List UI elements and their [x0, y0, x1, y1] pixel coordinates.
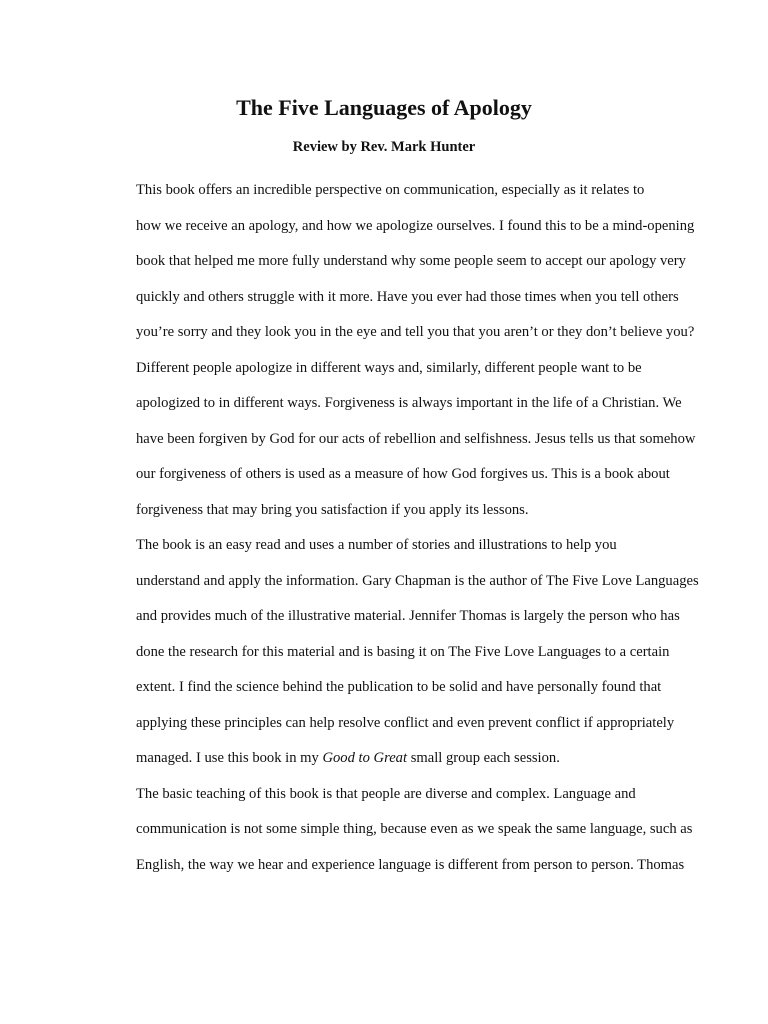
review-byline: Review by Rev. Mark Hunter	[292, 139, 476, 155]
text-line: Different people apologize in different ways and, similarly, different people want to be	[136, 359, 642, 376]
text-line: applying these principles can help resolve conflict and even prevent conflict if appropriately	[136, 714, 675, 731]
paragraph-2	[91, 528, 699, 777]
paragraph-1	[91, 173, 696, 528]
text-line: have been forgiven by God for our acts of rebellion and selfishness. Jesus tells us that somehow	[136, 430, 696, 447]
text-line: quickly and others struggle with it more. Have you ever had those times when you tell others	[136, 288, 679, 305]
text-line: The basic teaching of this book is that people are diverse and complex. Language and	[136, 785, 636, 802]
text-line: how we receive an apology, and how we apologize ourselves. I found this to be a mind-opening	[136, 217, 695, 234]
text-line: you’re sorry and they look you in the eye and tell you that you aren’t or they don’t believe you?	[136, 324, 695, 340]
text-line: This book offers an incredible perspective on communication, especially as it relates to	[136, 182, 645, 198]
text-line: forgiveness that may bring you satisfaction if you apply its lessons.	[136, 501, 529, 518]
text-run: managed. I use this book in my	[136, 750, 323, 766]
text-line: extent. I find the science behind the publication to be solid and have personally found that	[136, 679, 662, 695]
text-line: English, the way we hear and experience language is different from person to person. Thomas	[136, 856, 685, 873]
text-line: communication is not some simple thing, because even as we speak the same language, such as	[136, 821, 693, 837]
text-line-with-italic	[91, 741, 681, 777]
text-line: done the research for this material and is basing it on The Five Love Languages to a certain	[136, 643, 670, 660]
paragraph-3	[91, 777, 693, 884]
text-line: and provides much of the illustrative material. Jennifer Thomas is largely the person who has	[136, 608, 680, 624]
text-line: The book is an easy read and uses a number of stories and illustrations to help you	[136, 537, 617, 553]
document-title: The Five Languages of Apology	[236, 95, 532, 120]
text-line: apologized to in different ways. Forgiveness is always important in the life of a Christian. We	[136, 395, 682, 411]
review-body	[91, 173, 699, 883]
text-run: small group each session.	[407, 750, 560, 766]
text-line: our forgiveness of others is used as a measure of how God forgives us. This is a book about	[136, 466, 670, 482]
text-line: understand and apply the information. Gary Chapman is the author of The Five Love Languages	[136, 572, 699, 589]
text-line: book that helped me more fully understand why some people seem to accept our apology very	[136, 253, 686, 269]
book-title-italic: Good to Great	[322, 750, 408, 766]
